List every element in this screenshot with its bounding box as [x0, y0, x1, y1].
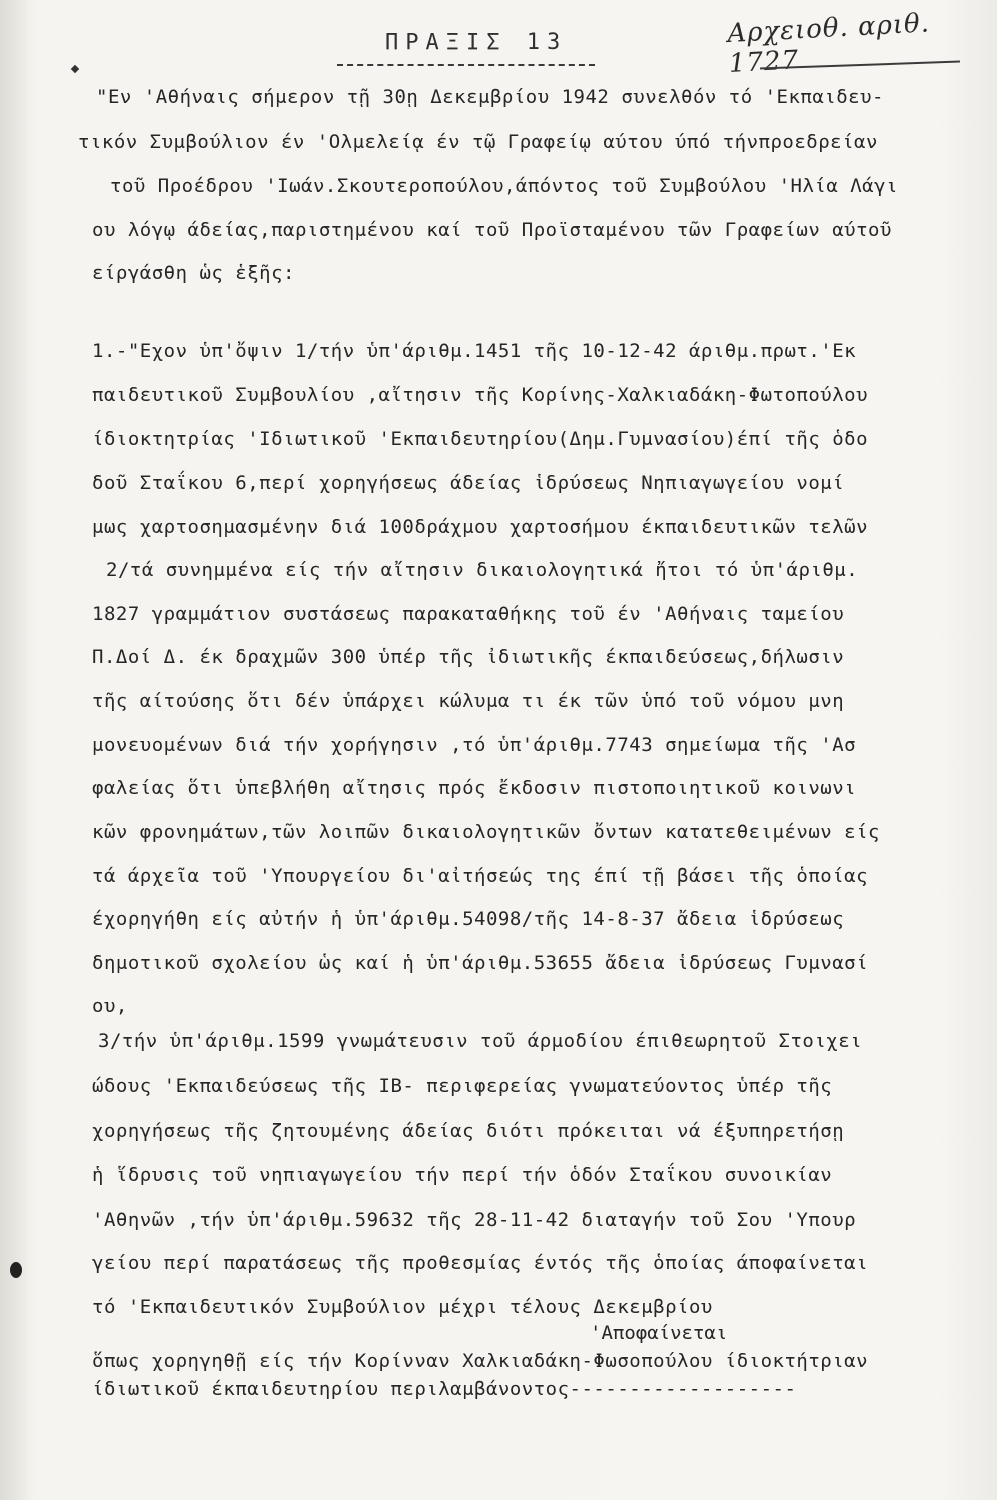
text-line: ώδους 'Εκπαιδεύσεως τῆς ΙΒ- περιφερείας γνωματεύοντος ὑπέρ τῆς — [92, 1075, 833, 1097]
text-line: χορηγήσεως τῆς ζητουμένης άδείας διότι πρόκειται νά έξυπηρετήσῃ — [92, 1120, 845, 1142]
text-line: Π.Δοί Δ. έκ δραχμῶν 300 ὑπέρ τῆς ἰδιωτικῆς έκπαιδεύσεως,δήλωσιν — [92, 646, 845, 668]
text-line: τικόν Συμβούλιον έν 'Ολμελείᾳ έν τῷ Γραφείῳ αύτου ύπό τήνπροεδρείαν — [78, 131, 878, 153]
text-line: ὅπως χορηγηθῇ είς τήν Κορίνναν Χαλκιαδάκη-Φωσοπούλου ίδιοκτήτριαν — [92, 1350, 869, 1372]
text-line: "Εν 'Αθήναις σήμερον τῇ 30ῃ Δεκεμβρίου 1942 συνελθόν τό 'Εκπαιδευ- — [96, 86, 884, 108]
text-line: 2/τά συνημμένα είς τήν αἴτησιν δικαιολογητικά ἤτοι τό ὑπ'άριθμ. — [106, 559, 859, 581]
text-line: ἡ ἵδρυσις τοῦ νηπιαγωγείου τήν περί τήν ὁδόν Σταΐκου συνοικίαν — [92, 1164, 833, 1186]
text-line: κῶν φρονημάτων,τῶν λοιπῶν δικαιολογητικῶν ὄντων κατατεθειμένων είς — [92, 821, 880, 843]
text-line: 3/τήν ὑπ'άριθμ.1599 γνωμάτευσιν τοῦ άρμοδίου έπιθεωρητοῦ Στοιχει — [98, 1030, 863, 1052]
text-line: τό 'Εκπαιδευτικόν Συμβούλιον μέχρι τέλους Δεκεμβρίου — [92, 1296, 713, 1318]
text-line: τῆς αίτούσης ὅτι δέν ὑπάρχει κώλυμα τι έκ τῶν ὑπό τοῦ νόμου μνη — [92, 690, 845, 712]
decision-heading: 'Αποφαίνεται — [590, 1322, 728, 1344]
text-line: ίδιοκτητρίας 'Ιδιωτικοῦ 'Εκπαιδευτηρίου(Δημ.Γυμνασίου)έπί τῆς ὁδο — [92, 428, 869, 450]
text-line: 1.-"Εχον ὑπ'ὄψιν 1/τήν ὑπ'άριθμ.1451 τῆς 10-12-42 άριθμ.πρωτ.'Εκ — [92, 340, 857, 362]
title-underline — [337, 64, 595, 66]
text-line: δοῦ Σταΐκου 6,περί χορηγήσεως άδείας ἱδρύσεως Νηπιαγωγείου νομί — [92, 472, 845, 494]
page-title: ΠΡΑΞΙΣ 13 — [385, 30, 568, 55]
text-line: μως χαρτοσημασμένην διά 100δράχμου χαρτοσήμου έκπαιδευτικῶν τελῶν — [92, 516, 869, 538]
text-line: έχορηγήθη είς αὐτήν ἡ ὑπ'άριθμ.54098/τῆς 14-8-37 ἄδεια ἱδρύσεως — [92, 908, 845, 930]
margin-mark — [71, 65, 79, 73]
text-line: είργάσθη ὡς ἑξῆς: — [92, 262, 295, 284]
text-line: 1827 γραμμάτιον συστάσεως παρακαταθήκης τοῦ έν 'Αθήναις ταμείου — [92, 603, 845, 625]
text-line: τά άρχεῖα τοῦ 'Υπουργείου δι'αἰτήσεώς της έπί τῇ βάσει τῆς ὁποίας — [92, 865, 869, 887]
text-line: ου, — [92, 995, 128, 1017]
archive-annotation: Αρχειοθ. αριθ. 1727 — [726, 8, 931, 79]
text-line: τοῦ Προέδρου 'Ιωάν.Σκουτεροπούλου,άπόντος τοῦ Συμβούλου 'Ηλία Λάγι — [110, 175, 898, 197]
binding-hole — [10, 1262, 22, 1278]
text-line: ίδιωτικοῦ έκπαιδευτηρίου περιλαμβάνοντος------------------- — [92, 1378, 797, 1400]
text-line: μονευομένων διά τήν χορήγησιν ,τό ὑπ'άριθμ.7743 σημείωμα τῆς 'Ασ — [92, 734, 857, 756]
text-line: ου λόγῳ άδείας,παριστημένου καί τοῦ Προϊσταμένου τῶν Γραφείων αύτοῦ — [92, 219, 892, 241]
text-line: φαλείας ὅτι ὑπεβλήθη αἴτησις πρός ἔκδοσιν πιστοποιητικοῦ κοινωνι — [92, 777, 857, 799]
text-line: 'Αθηνῶν ,τήν ὑπ'άριθμ.59632 τῆς 28-11-42 διαταγήν τοῦ Σου 'Υπουρ — [92, 1209, 857, 1231]
text-line: δημοτικοῦ σχολείου ὡς καί ἡ ὑπ'άριθμ.53655 ἄδεια ἱδρύσεως Γυμνασί — [92, 952, 869, 974]
text-line: παιδευτικοῦ Συμβουλίου ,αἴτησιν τῆς Κορίνης-Χαλκιαδάκη-Φωτοπούλου — [92, 384, 869, 406]
text-line: γείου περί παρατάσεως τῆς προθεσμίας έντός τῆς ὁποίας άποφαίνεται — [92, 1252, 869, 1274]
